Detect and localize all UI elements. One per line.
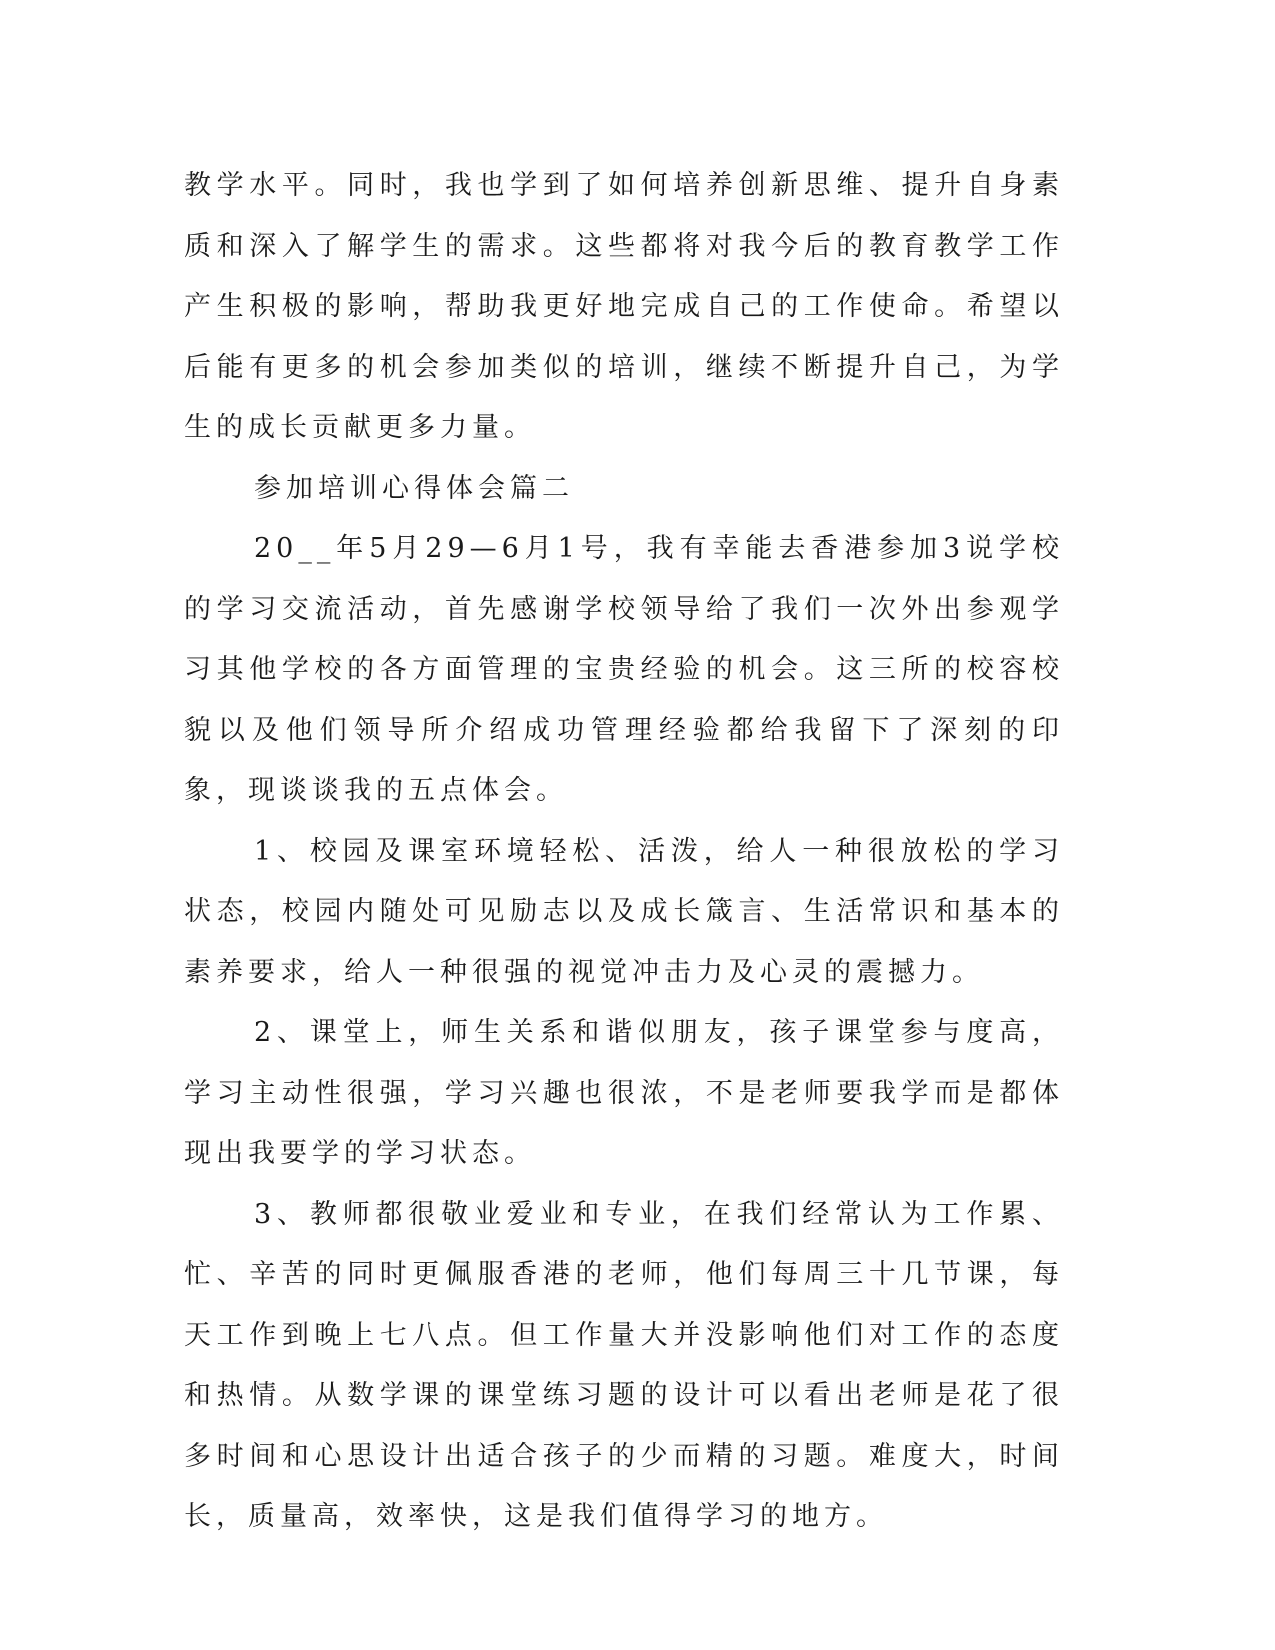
paragraph-intro: 20__年5月29—6月1号，我有幸能去香港参加3说学校的学习交流活动，首先感谢学校领导给了我们一次外出参观学习其他学校的各方面管理的宝贵经验的机会。这三所的校容校貌以及他们领导所介绍成功管理经验都给我留下了深刻的印象，现谈谈我的五点体会。 [184,533,1064,806]
paragraph-point-1: 1、校园及课室环境轻松、活泼，给人一种很放松的学习状态，校园内随处可见励志以及成长箴言、生活常识和基本的素养要求，给人一种很强的视觉冲击力及心灵的震撼力。 [184,835,1064,988]
document-body [184,156,1064,1548]
paragraph-point-3: 3、教师都很敬业爱业和专业，在我们经常认为工作累、忙、辛苦的同时更佩服香港的老师，他们每周三十几节课，每天工作到晚上七八点。但工作量大并没影响他们对工作的态度和热情。从数学课的课堂练习题的设计可以看出老师是花了很多时间和心思设计出适合孩子的少而精的习题。难度大，时间长，质量高，效率快，这是我们值得学习的地方。 [184,1198,1064,1532]
section-heading: 参加培训心得体会篇二 [254,472,574,504]
paragraph-point-2: 2、课堂上，师生关系和谐似朋友，孩子课堂参与度高，学习主动性很强，学习兴趣也很浓，不是老师要我学而是都体现出我要学的学习状态。 [184,1017,1064,1169]
paragraph-continuation: 教学水平。同时，我也学到了如何培养创新思维、提升自身素质和深入了解学生的需求。这些都将对我今后的教育教学工作产生积极的影响，帮助我更好地完成自己的工作使命。希望以后能有更多的机会参加类似的培训，继续不断提升自己，为学生的成长贡献更多力量。 [184,170,1064,443]
